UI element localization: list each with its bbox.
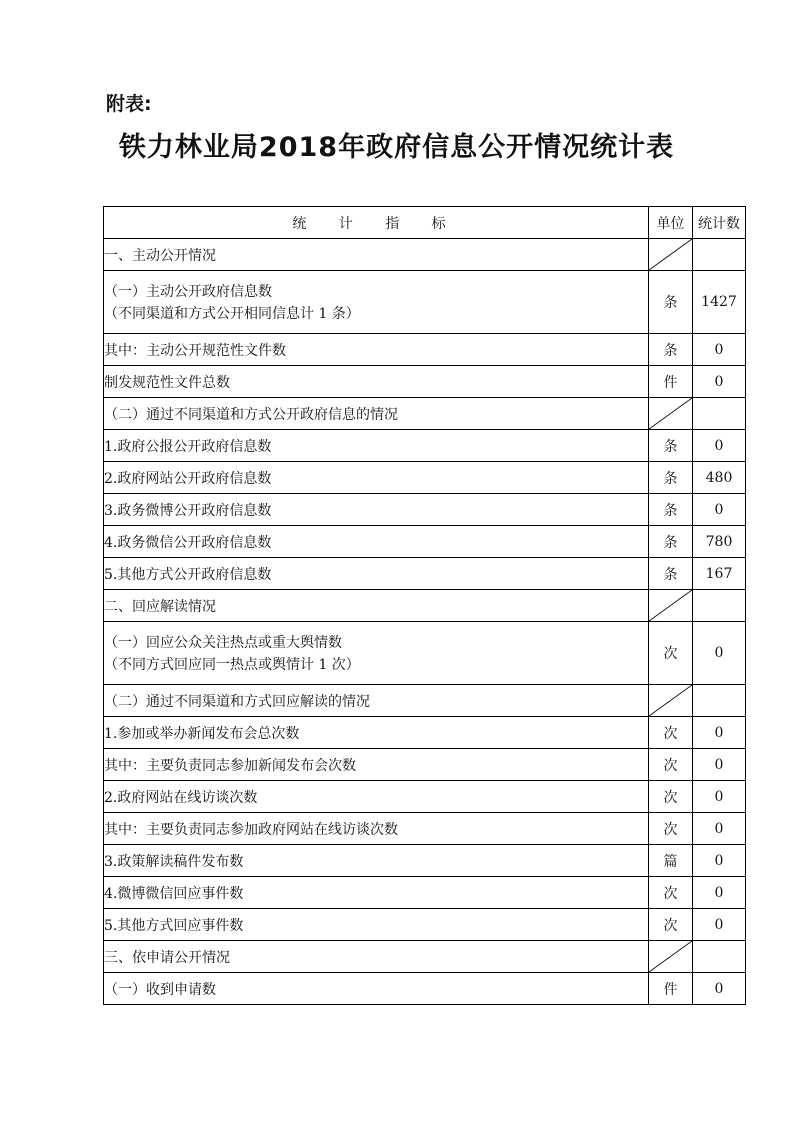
unit-cell-empty xyxy=(649,941,693,973)
unit-cell: 次 xyxy=(649,877,693,909)
table-row xyxy=(104,558,746,590)
appendix-label: 附表: xyxy=(106,93,152,115)
unit-cell: 件 xyxy=(649,366,693,398)
unit-cell: 次 xyxy=(649,781,693,813)
table-row xyxy=(104,941,746,973)
indicator-cell: 二、回应解读情况 xyxy=(104,590,649,622)
header-count: 统计数 xyxy=(693,207,746,239)
count-cell: 0 xyxy=(693,717,746,749)
unit-cell-empty xyxy=(649,590,693,622)
table-row xyxy=(104,590,746,622)
indicator-cell: （一）收到申请数 xyxy=(104,973,649,1005)
table-row xyxy=(104,271,746,334)
unit-cell-empty xyxy=(649,398,693,430)
unit-cell: 次 xyxy=(649,749,693,781)
table-row xyxy=(104,366,746,398)
unit-cell: 次 xyxy=(649,622,693,685)
unit-cell: 条 xyxy=(649,334,693,366)
indicator-cell: 5.其他方式公开政府信息数 xyxy=(104,558,649,590)
count-cell-empty xyxy=(693,685,746,717)
table-row xyxy=(104,973,746,1005)
count-cell: 1427 xyxy=(693,271,746,334)
count-cell: 0 xyxy=(693,366,746,398)
table-row xyxy=(104,398,746,430)
diagonal-slash-icon xyxy=(649,590,692,621)
indicator-cell: 4.政务微信公开政府信息数 xyxy=(104,526,649,558)
unit-cell: 次 xyxy=(649,909,693,941)
count-cell: 0 xyxy=(693,813,746,845)
count-cell: 0 xyxy=(693,494,746,526)
unit-cell: 次 xyxy=(649,717,693,749)
count-cell: 0 xyxy=(693,877,746,909)
indicator-note: （不同方式回应同一热点或舆情计 1 次） xyxy=(104,657,360,673)
table-row xyxy=(104,239,746,271)
indicator-cell: 其中：主要负责同志参加政府网站在线访谈次数 xyxy=(104,813,649,845)
table-header-row xyxy=(104,207,746,239)
table-row xyxy=(104,781,746,813)
diagonal-slash-icon xyxy=(649,941,692,972)
indicator-cell xyxy=(104,622,649,685)
table-row xyxy=(104,877,746,909)
diagonal-slash-icon xyxy=(649,685,692,716)
count-cell-empty xyxy=(693,941,746,973)
indicator-cell: 制发规范性文件总数 xyxy=(104,366,649,398)
count-cell: 780 xyxy=(693,526,746,558)
indicator-cell: 一、主动公开情况 xyxy=(104,239,649,271)
diagonal-slash-icon xyxy=(649,398,692,429)
table-row xyxy=(104,622,746,685)
indicator-cell: 其中：主要负责同志参加新闻发布会次数 xyxy=(104,749,649,781)
count-cell: 0 xyxy=(693,430,746,462)
count-cell: 0 xyxy=(693,845,746,877)
count-cell-empty xyxy=(693,239,746,271)
indicator-cell: 3.政策解读稿件发布数 xyxy=(104,845,649,877)
table-row xyxy=(104,334,746,366)
header-unit: 单位 xyxy=(649,207,693,239)
table-row xyxy=(104,494,746,526)
diagonal-slash-icon xyxy=(649,239,692,270)
count-cell: 480 xyxy=(693,462,746,494)
table-row xyxy=(104,845,746,877)
unit-cell: 条 xyxy=(649,558,693,590)
unit-cell: 条 xyxy=(649,430,693,462)
indicator-main: （一）回应公众关注热点或重大舆情数 xyxy=(104,635,342,651)
table-row xyxy=(104,685,746,717)
count-cell: 0 xyxy=(693,781,746,813)
indicator-cell: 1.参加或举办新闻发布会总次数 xyxy=(104,717,649,749)
count-cell: 0 xyxy=(693,749,746,781)
count-cell: 0 xyxy=(693,909,746,941)
indicator-cell: （二）通过不同渠道和方式回应解读的情况 xyxy=(104,685,649,717)
indicator-cell: 2.政府网站在线访谈次数 xyxy=(104,781,649,813)
unit-cell: 条 xyxy=(649,462,693,494)
indicator-cell: 5.其他方式回应事件数 xyxy=(104,909,649,941)
header-indicator: 统 计 指 标 xyxy=(104,207,649,239)
count-cell: 0 xyxy=(693,622,746,685)
count-cell-empty xyxy=(693,398,746,430)
indicator-cell: 3.政务微博公开政府信息数 xyxy=(104,494,649,526)
table-row xyxy=(104,749,746,781)
count-cell: 0 xyxy=(693,973,746,1005)
indicator-main: （一）主动公开政府信息数 xyxy=(104,284,272,300)
unit-cell: 条 xyxy=(649,271,693,334)
indicator-cell: 4.微博微信回应事件数 xyxy=(104,877,649,909)
table-row xyxy=(104,526,746,558)
indicator-cell: 1.政府公报公开政府信息数 xyxy=(104,430,649,462)
unit-cell: 条 xyxy=(649,494,693,526)
indicator-cell: 2.政府网站公开政府信息数 xyxy=(104,462,649,494)
unit-cell-empty xyxy=(649,239,693,271)
indicator-note: （不同渠道和方式公开相同信息计 1 条） xyxy=(104,306,360,322)
table-row xyxy=(104,717,746,749)
unit-cell: 篇 xyxy=(649,845,693,877)
unit-cell: 件 xyxy=(649,973,693,1005)
table-row xyxy=(104,462,746,494)
table-row xyxy=(104,909,746,941)
page-title: 铁力林业局2018年政府信息公开情况统计表 xyxy=(118,132,675,163)
indicator-cell: 三、依申请公开情况 xyxy=(104,941,649,973)
unit-cell: 次 xyxy=(649,813,693,845)
count-cell: 167 xyxy=(693,558,746,590)
indicator-cell: 其中：主动公开规范性文件数 xyxy=(104,334,649,366)
indicator-cell: （二）通过不同渠道和方式公开政府信息的情况 xyxy=(104,398,649,430)
statistics-table xyxy=(103,206,746,1005)
unit-cell: 条 xyxy=(649,526,693,558)
table-row xyxy=(104,813,746,845)
table-row xyxy=(104,430,746,462)
count-cell-empty xyxy=(693,590,746,622)
count-cell: 0 xyxy=(693,334,746,366)
unit-cell-empty xyxy=(649,685,693,717)
indicator-cell xyxy=(104,271,649,334)
